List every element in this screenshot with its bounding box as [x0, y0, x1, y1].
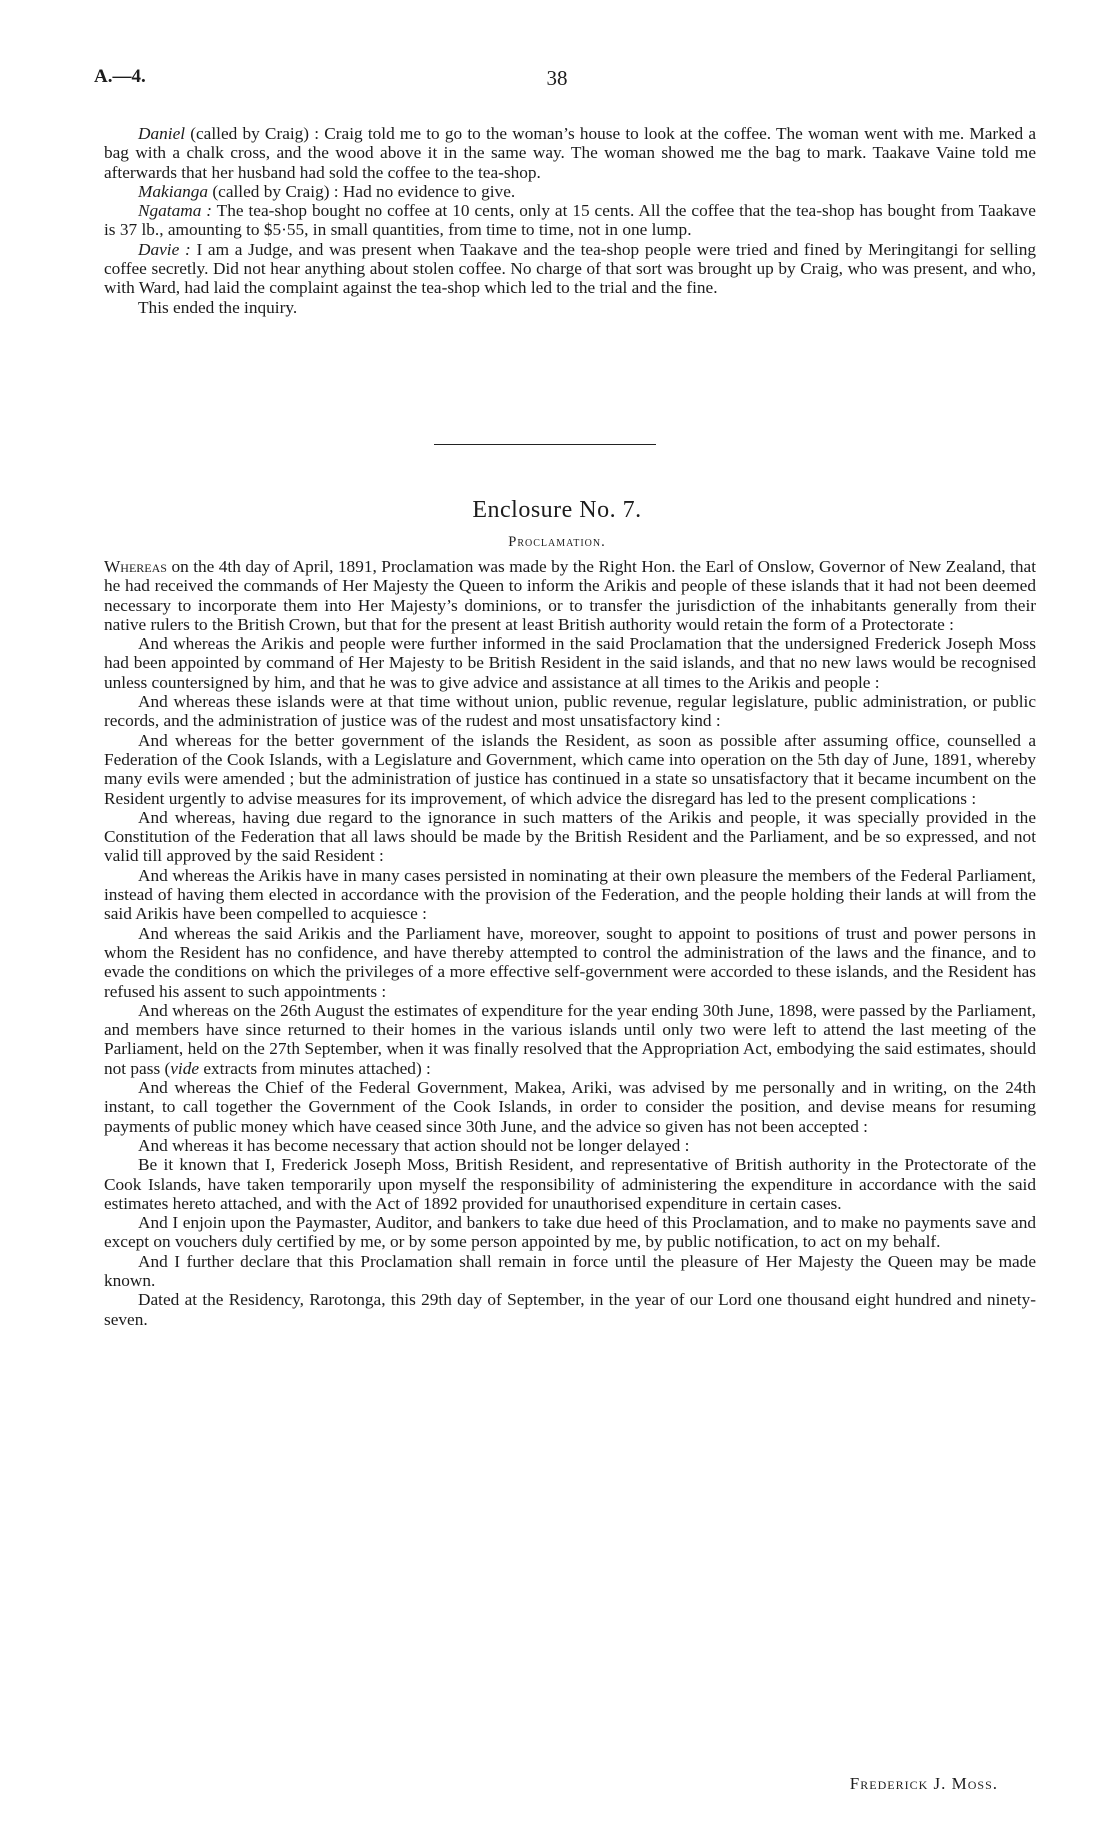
- daniel-testimony: [104, 124, 1036, 182]
- proclamation-paragraph: [104, 1001, 1036, 1078]
- proclamation-paragraph: Dated at the Residency, Rarotonga, this 29th day of September, in the year of our Lord one thousand eight hundred and ninety-seven.: [104, 1290, 1036, 1329]
- proclamation-body: [104, 557, 1036, 1329]
- paragraph-text: extracts from minutes attached) :: [199, 1058, 431, 1078]
- speaker-name: Ngatama :: [138, 201, 213, 221]
- lead-word: Whereas: [104, 557, 167, 576]
- testimony-text: The tea-shop bought no coffee at 10 cents, only at 15 cents. All the coffee that the tea-shop has bought from Taakave is 37 lb., amounting to $5·55, in small quantities, from time to time, not in one lump.: [104, 201, 1036, 240]
- testimony-text: I am a Judge, and was present when Taakave and the tea-shop people were tried and fined by Meringitangi for selling coffee secretly. Did not hear anything about stolen coffee. No charge of that sort was brought up by Craig, who was present, and who, with Ward, had laid the complaint against the tea-shop which led to the trial and the fine.: [104, 239, 1036, 298]
- proclamation-paragraph: And whereas, having due regard to the ignorance in such matters of the Arikis and people, it was specially provided in the Constitution of the Federation that all laws should be made by the British Resident and the Parliament, and be so expressed, and not valid till approved by the said Resident :: [104, 807, 1036, 866]
- davie-testimony: [104, 240, 1036, 298]
- testimony-text: (called by Craig) : Had no evidence to give.: [208, 181, 516, 201]
- proclamation-paragraph: And whereas the Arikis have in many cases persisted in nominating at their own pleasure the members of the Federal Parliament, instead of having them elected in accordance with the provision of the Federation, and the people holding their lands at will from the said Arikis have been compelled to acquiesce :: [104, 865, 1036, 924]
- enclosure-title: Enclosure No. 7.: [472, 497, 642, 523]
- italic-word: vide: [170, 1058, 200, 1078]
- proclamation-paragraph: And whereas the Arikis and people were further informed in the said Proclamation that the undersigned Frederick Joseph Moss had been appointed by command of Her Majesty to be British Resident in the said islands, and that no new laws would be recognised unless countersigned by him, and that he was to give advice and assistance at all times to the Arikis and people :: [104, 634, 1036, 692]
- proclamation-paragraph: And whereas these islands were at that time without union, public revenue, regular legislature, public administration, or public records, and the administration of justice was of the rudest and most unsatisfactory kind :: [104, 692, 1036, 731]
- inquiry-end-note: This ended the inquiry.: [138, 297, 298, 317]
- proclamation-paragraph: And whereas the Chief of the Federal Government, Makea, Ariki, was advised by me personally and in writing, on the 24th instant, to call together the Government of the Cook Islands, in order to consider the position, and devise means for resuming payments of public money which have ceased since 30th June, and the advice so given has not been accepted :: [104, 1078, 1036, 1136]
- ngatama-testimony: [104, 201, 1036, 240]
- proclamation-paragraph: And whereas it has become necessary that action should not be longer delayed :: [138, 1135, 690, 1155]
- proclamation-paragraph: And I further declare that this Proclamation shall remain in force until the pleasure of Her Majesty the Queen may be made known.: [104, 1251, 1036, 1290]
- proclamation-paragraph: And whereas the said Arikis and the Parliament have, moreover, sought to appoint to positions of trust and power persons in whom the Resident has no confidence, and have thereby attempted to control the administration of the laws and the finance, and to evade the conditions on which the privileges of a more effective self-government were accorded to these islands, and the Resident has refused his assent to such appointments :: [104, 923, 1036, 1001]
- makianga-testimony: [104, 182, 1036, 201]
- proclamation-heading: Proclamation.: [508, 534, 606, 550]
- proclamation-paragraph: And I enjoin upon the Paymaster, Auditor, and bankers to take due heed of this Proclamation, and to make no payments save and except on vouchers duly certified by me, or by some person appointed by me, by public notification, to act on my behalf.: [104, 1213, 1036, 1252]
- speaker-name: Daniel: [138, 124, 186, 143]
- document-reference: A.—4.: [94, 66, 146, 87]
- proclamation-paragraph: And whereas for the better government of the islands the Resident, as soon as possible after assuming office, counselled a Federation of the Cook Islands, with a Legislature and Government, which came into operation on the 5th day of June, 1891, whereby many evils were amended ; but the administration of justice has continued in a state so unsatisfactory that it became incumbent on the Resident urgently to advise measures for its improvement, of which advice the disregard has led to the present complications :: [104, 730, 1036, 808]
- proclamation-paragraph: [104, 557, 1036, 634]
- proclamation-paragraph: Be it known that I, Frederick Joseph Moss, British Resident, and representative of British authority in the Protectorate of the Cook Islands, have taken temporarily upon myself the responsibility of administering the expenditure in accordance with the said estimates hereto attached, and with the Act of 1892 provided for unauthorised expenditure in certain cases.: [104, 1155, 1036, 1213]
- section-divider: [434, 444, 656, 445]
- inquiry-evidence: [104, 124, 1036, 317]
- signature: Frederick J. Moss.: [849, 1774, 998, 1793]
- paragraph-text: And whereas on the 26th August the estimates of expenditure for the year ending 30th June, 1898, were passed by the Parliament, and members have since returned to their homes in the various islands until only two were left to attend the last meeting of the Parliament, held on the 27th September, when it was finally resolved that the Appropriation Act, embodying the said estimates, should not pass (: [104, 1000, 1036, 1078]
- page-number: 38: [546, 66, 568, 90]
- testimony-text: (called by Craig) : Craig told me to go to the woman’s house to look at the coffee. The woman went with me. Marked a bag with a chalk cross, and the wood above it in the same way. The woman showed me the bag to mark. Taakave Vaine told me afterwards that her husband had sold the coffee to the tea-shop.: [104, 124, 1036, 182]
- speaker-name: Makianga: [138, 181, 209, 201]
- paragraph-text: on the 4th day of April, 1891, Proclamation was made by the Right Hon. the Earl of Onslow, Governor of New Zealand, that he had received the commands of Her Majesty the Queen to inform the Arikis and people of these islands that it had not been deemed necessary to incorporate them into Her Majesty’s dominions, or to transfer the jurisdiction of the inhabitants generally from their native rulers to the British Crown, but that for the present at least British authority would retain the form of a Protectorate :: [104, 557, 1036, 634]
- speaker-name: Davie :: [138, 239, 191, 259]
